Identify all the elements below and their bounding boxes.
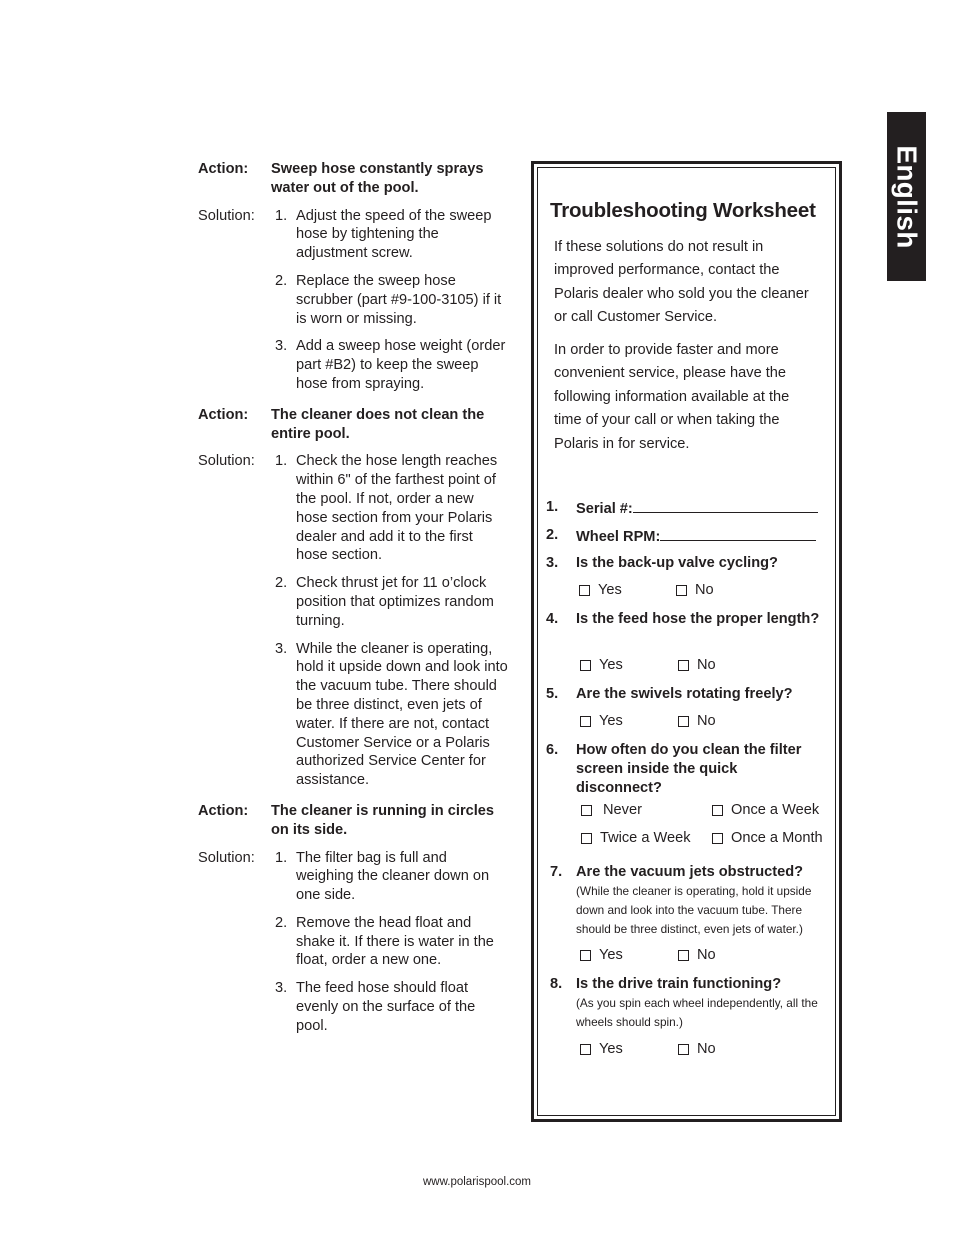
checkbox[interactable] (678, 1044, 689, 1055)
question-backup-valve (546, 554, 831, 573)
option-label: Never (603, 802, 642, 818)
solution-item (271, 849, 508, 905)
solution-number: 2. (275, 575, 288, 592)
solution-label: Solution: (198, 207, 255, 224)
q8-yes-option[interactable] (580, 1041, 623, 1057)
worksheet-inner-border (537, 167, 836, 1116)
q5-yes-option[interactable] (580, 713, 623, 729)
q6-never-option[interactable] (581, 802, 642, 818)
solution-text: The feed hose should float evenly on the surface of the pool. (296, 980, 476, 1034)
checkbox[interactable] (712, 833, 723, 844)
action-label: Action: (198, 802, 249, 819)
solution-number: 3. (275, 980, 288, 997)
troubleshooting-item (198, 160, 510, 394)
question-number: 1. (546, 499, 559, 515)
question-number: 5. (546, 686, 559, 702)
action-text: The cleaner does not clean the entire pool. (271, 406, 485, 442)
solution-list (271, 207, 508, 394)
solution-row (198, 207, 510, 394)
language-tab (887, 112, 926, 281)
checkbox[interactable] (678, 716, 689, 727)
question-vacuum-jets (550, 863, 831, 882)
solution-item (271, 574, 508, 630)
solution-number: 1. (275, 453, 288, 470)
option-label: Yes (599, 713, 623, 729)
solution-text: Add a sweep hose weight (order part #B2) to keep the sweep hose from spraying. (296, 338, 506, 392)
solution-label: Solution: (198, 453, 255, 470)
option-label: Yes (598, 582, 622, 598)
solution-number: 1. (275, 849, 288, 866)
solution-text: The filter bag is full and weighing the cleaner down on one side. (296, 849, 490, 904)
checkbox[interactable] (580, 660, 591, 671)
question-text: Is the feed hose the proper length? (576, 611, 820, 627)
solution-number: 3. (275, 338, 288, 355)
troubleshooting-item (198, 802, 510, 1036)
q3-no-option[interactable] (676, 582, 714, 598)
question-wheel-rpm (546, 526, 831, 547)
language-tab-label: English (891, 144, 923, 249)
checkbox[interactable] (579, 585, 590, 596)
question-number: 3. (546, 555, 559, 571)
question-feed-hose (546, 610, 831, 629)
solution-item (271, 914, 508, 970)
question-number: 6. (546, 742, 559, 758)
checkbox[interactable] (678, 950, 689, 961)
solution-text: Check thrust jet for 11 o’clock position that optimizes random turning. (296, 575, 494, 629)
question-filter-screen (546, 741, 831, 797)
option-label: Yes (599, 1041, 623, 1057)
solution-item (271, 979, 508, 1035)
action-row (198, 406, 510, 444)
solution-item (271, 640, 508, 790)
solution-row (198, 452, 510, 790)
solution-list (271, 849, 508, 1036)
q7-yes-option[interactable] (580, 947, 623, 963)
checkbox[interactable] (580, 1044, 591, 1055)
question-number: 2. (546, 527, 559, 543)
solution-item (271, 207, 508, 263)
option-label: Yes (599, 947, 623, 963)
solution-number: 2. (275, 914, 288, 931)
option-label: No (697, 713, 716, 729)
option-label: Twice a Week (600, 830, 691, 846)
question-text: Is the back-up valve cycling? (576, 555, 778, 571)
question-text: Are the vacuum jets obstructed? (576, 864, 804, 880)
solution-number: 2. (275, 272, 288, 289)
option-label: No (697, 1041, 716, 1057)
q6-twice-week-option[interactable] (581, 830, 691, 846)
checkbox[interactable] (580, 950, 591, 961)
option-label: Yes (599, 657, 623, 673)
action-row (198, 160, 510, 198)
solution-number: 3. (275, 640, 288, 657)
q4-no-option[interactable] (678, 657, 716, 673)
solution-text: Replace the sweep hose scrubber (part #9-100-3105) if it is worn or missing. (296, 272, 502, 327)
solution-text: While the cleaner is operating, hold it upside down and look into the vacuum tube. There should be three distinct, even jets of water. If there are not, contact Customer Service or a Polaris authorized Service Center for assistance. (296, 640, 508, 789)
worksheet-intro-2: In order to provide faster and more convenient service, please have the following information available at the time of your call or when taking the Polaris in for service. (554, 342, 790, 452)
question-text: Is the drive train functioning? (576, 976, 782, 992)
solution-text: Check the hose length reaches within 6" of the farthest point of the pool. If not, order a new hose section from your Polaris dealer and add it to the first hose section. (296, 453, 498, 564)
question-text: Serial #: (576, 501, 633, 517)
question-number: 8. (550, 976, 563, 992)
question-swivels (546, 685, 831, 704)
q6-once-month-option[interactable] (712, 830, 823, 846)
footer-url: www.polarispool.com (422, 1176, 531, 1188)
question-drive-train (550, 975, 831, 994)
checkbox[interactable] (678, 660, 689, 671)
troubleshooting-list (198, 160, 510, 1048)
solution-item (271, 337, 508, 393)
action-text: The cleaner is running in circles on its side. (271, 802, 495, 838)
solution-item (271, 452, 508, 565)
q5-no-option[interactable] (678, 713, 716, 729)
question-text: Are the swivels rotating freely? (576, 686, 793, 702)
question-number: 7. (550, 864, 563, 880)
worksheet-title: Troubleshooting Worksheet (550, 199, 816, 222)
checkbox[interactable] (581, 805, 592, 816)
q4-yes-option[interactable] (580, 657, 623, 673)
question-text: How often do you clean the filter screen inside the quick disconnect? (576, 742, 802, 796)
solution-number: 1. (275, 207, 288, 224)
checkbox[interactable] (676, 585, 687, 596)
q8-no-option[interactable] (678, 1041, 716, 1057)
troubleshooting-item (198, 406, 510, 790)
question-number: 4. (546, 611, 559, 627)
wheel-rpm-blank-line[interactable] (660, 526, 816, 541)
q7-no-option[interactable] (678, 947, 716, 963)
worksheet-intro-1: If these solutions do not result in improved performance, contact the Polaris dealer who sold you the cleaner or call Customer Service. (554, 239, 809, 326)
serial-blank-line[interactable] (633, 498, 818, 513)
option-label: No (697, 657, 716, 673)
option-label: Once a Month (731, 830, 823, 846)
troubleshooting-worksheet (531, 161, 842, 1122)
question-note: (As you spin each wheel independently, all the wheels should spin.) (576, 996, 818, 1029)
solution-row (198, 849, 510, 1036)
question-note: (While the cleaner is operating, hold it upside down and look into the vacuum tube. There should be three distinct, even jets of water.) (576, 884, 812, 936)
solution-list (271, 452, 508, 790)
solution-label: Solution: (198, 849, 255, 866)
checkbox[interactable] (712, 805, 723, 816)
action-text: Sweep hose constantly sprays water out of the pool. (271, 161, 484, 196)
solution-item (271, 272, 508, 328)
option-label: Once a Week (731, 802, 820, 818)
question-text: Wheel RPM: (576, 529, 661, 545)
option-label: No (695, 582, 714, 598)
q3-yes-option[interactable] (579, 582, 622, 598)
action-row (198, 802, 510, 840)
action-label: Action: (198, 406, 249, 423)
action-label: Action: (198, 161, 249, 177)
checkbox[interactable] (580, 716, 591, 727)
q6-once-week-option[interactable] (712, 802, 819, 818)
solution-text: Adjust the speed of the sweep hose by tightening the adjustment screw. (296, 207, 492, 262)
checkbox[interactable] (581, 833, 592, 844)
question-serial (546, 498, 831, 519)
solution-text: Remove the head float and shake it. If there is water in the float, order a new one. (296, 914, 494, 969)
option-label: No (697, 947, 716, 963)
